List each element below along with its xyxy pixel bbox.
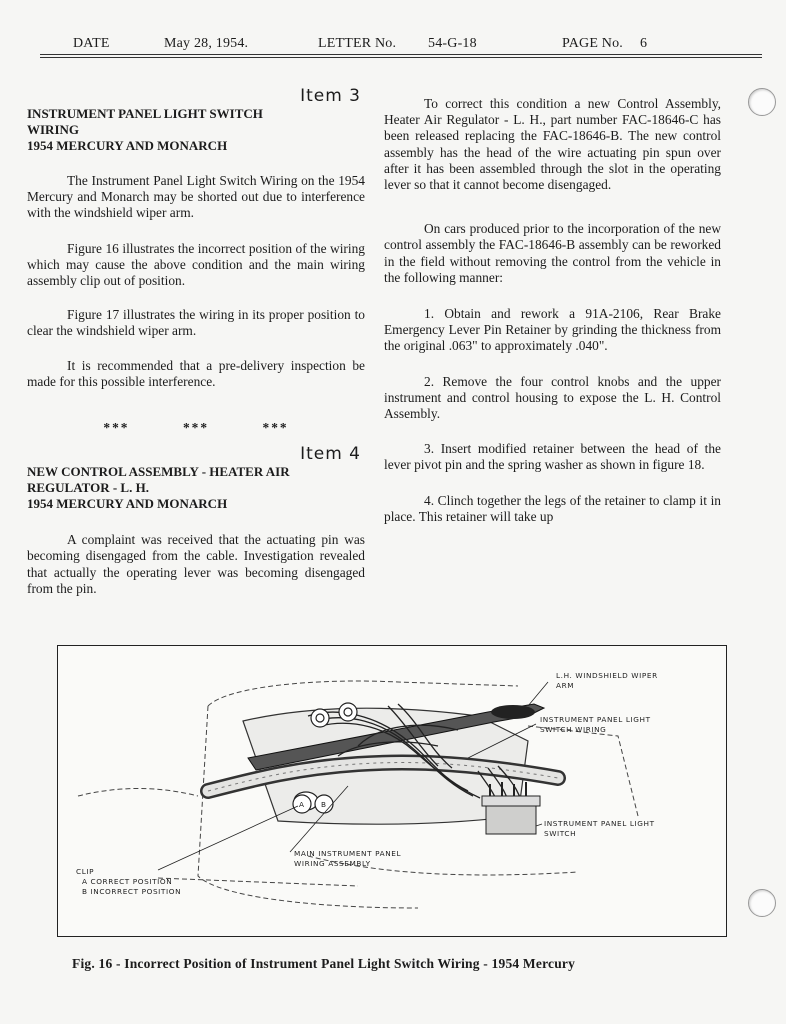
item-4-title-line-2: REGULATOR - L. H.	[27, 480, 149, 496]
figure-caption: Fig. 16 - Incorrect Position of Instrument Panel Light Switch Wiring - 1954 Mercury	[72, 956, 576, 971]
item-3-label: Item 3	[300, 86, 361, 106]
section-separator-stars: *** *** ***	[103, 420, 289, 436]
mark-a: A	[299, 800, 305, 809]
date-value: May 28, 1954.	[164, 36, 249, 51]
item-3-paragraph-1: The Instrument Panel Light Switch Wiring on the 1954 Mercury and Monarch may be shorted out due to interference with the windshield wiper arm.	[27, 173, 365, 221]
label-clip: CLIP	[76, 867, 95, 876]
item-4-label: Item 4	[300, 444, 361, 465]
binder-hole-top	[748, 88, 776, 116]
letter-value: 54-G-18	[428, 36, 477, 51]
header-rule-bottom	[40, 57, 762, 58]
step-4: 4. Clinch together the legs of the retainer to clamp it in place. This retainer will take up	[384, 492, 721, 524]
label-wiper-arm-line-1: L.H. WINDSHIELD WIPER	[556, 671, 658, 680]
step-2: 2. Remove the four control knobs and the upper instrument and control housing to expose the L. H. Control Assembly.	[384, 373, 721, 422]
label-switch-wiring-line-2: SWITCH WIRING	[540, 725, 607, 734]
item-3-paragraph-2: Figure 16 illustrates the incorrect position of the wiring which may cause the above condition and the main wiring assembly clip out of position.	[27, 240, 365, 289]
wiper-pivot	[491, 705, 535, 719]
label-switch-wiring-line-1: INSTRUMENT PANEL LIGHT	[540, 715, 651, 724]
label-main-wiring-line-2: WIRING ASSEMBLY	[294, 859, 371, 868]
mark-b: B	[321, 800, 327, 809]
header-rule-top	[40, 54, 762, 55]
date-label: DATE	[73, 36, 110, 51]
label-main-wiring-line-1: MAIN INSTRUMENT PANEL	[294, 849, 402, 858]
item-3-paragraph-4: It is recommended that a pre-delivery inspection be made for this possible interference.	[27, 357, 365, 389]
right-paragraph-1: To correct this condition a new Control Assembly, Heater Air Regulator - L. H., part number FAC-18646-C has been released replacing the FAC-18646-B. The new control assembly has the head of the wire actuating pin spun over after it has been assembled through the slot in the operating lever so that it cannot become disengaged.	[384, 96, 721, 193]
figure-drawing	[58, 646, 728, 938]
step-1: 1. Obtain and rework a 91A-2106, Rear Brake Emergency Lever Pin Retainer by grinding the thickness from the original .063" to approximately .040".	[384, 306, 721, 354]
label-clip-a: A CORRECT POSITION	[82, 877, 173, 886]
label-light-switch-line-1: INSTRUMENT PANEL LIGHT	[544, 819, 655, 828]
right-column	[384, 96, 721, 525]
item-3-title-line-3: 1954 MERCURY AND MONARCH	[27, 138, 228, 153]
page-label: PAGE No.	[562, 36, 623, 51]
figure-16-illustration	[57, 645, 727, 937]
item-4-title-line-1: NEW CONTROL ASSEMBLY - HEATER AIR	[27, 464, 290, 480]
right-paragraph-2: On cars produced prior to the incorporation of the new control assembly the FAC-18646-B assembly can be reworked in the field without removing the control from the vehicle in the following manner:	[384, 221, 721, 285]
item-3-title-line-2: WIRING	[27, 122, 80, 137]
item-4-paragraph-1: A complaint was received that the actuating pin was becoming disengaged from the cable. Investigation revealed that actually the operating lever was becoming disengaged from the pin.	[27, 532, 365, 596]
label-light-switch-line-2: SWITCH	[544, 829, 577, 838]
label-clip-b: B INCORRECT POSITION	[82, 887, 182, 896]
page-value: 6	[640, 36, 648, 51]
item-4-title-line-3: 1954 MERCURY AND MONARCH	[27, 496, 228, 512]
binder-hole-bottom	[748, 889, 776, 917]
left-column	[27, 86, 365, 597]
item-3-paragraph-3: Figure 17 illustrates the wiring in its proper position to clear the windshield wiper arm.	[27, 307, 365, 339]
label-wiper-arm-line-2: ARM	[556, 681, 575, 690]
item-3-title-line-1: INSTRUMENT PANEL LIGHT SWITCH	[27, 106, 263, 121]
letter-label: LETTER No.	[318, 36, 397, 51]
step-3: 3. Insert modified retainer between the head of the lever pivot pin and the spring washer as shown in figure 18.	[384, 441, 721, 473]
